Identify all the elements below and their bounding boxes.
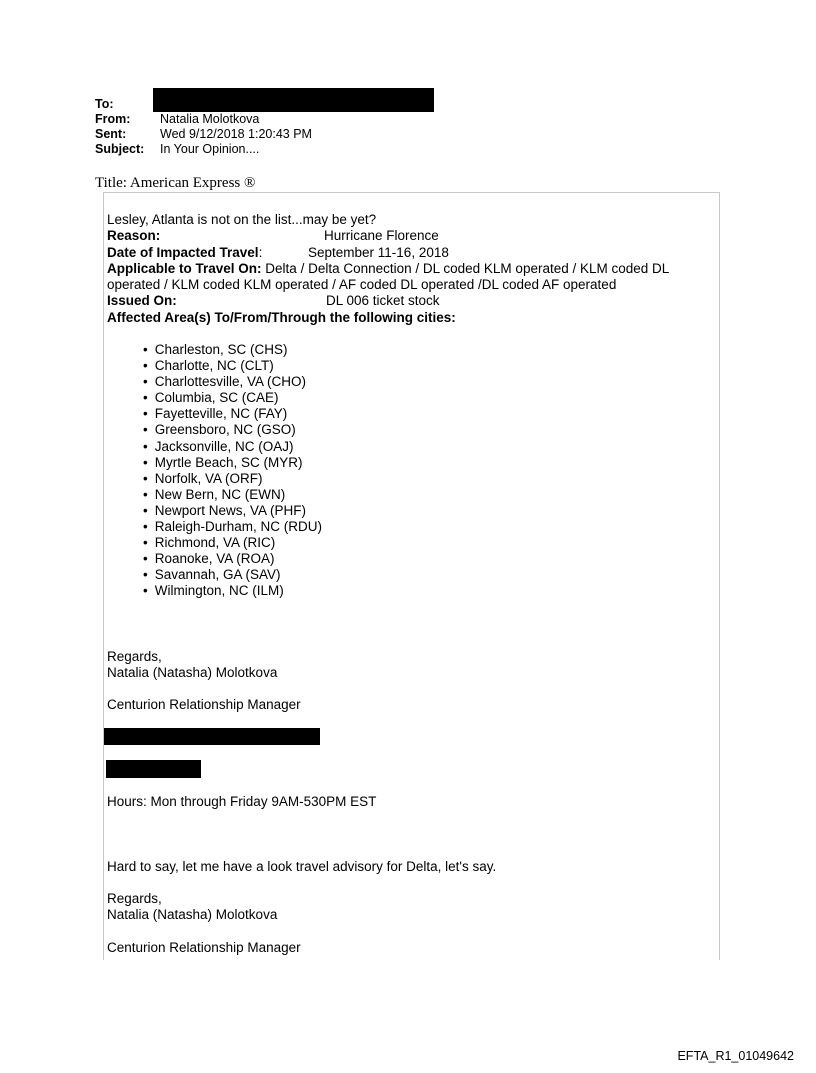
list-item: • Norfolk, VA (ORF) — [143, 471, 322, 487]
signature-block-2 — [107, 891, 277, 924]
list-item: • Roanoke, VA (ROA) — [143, 551, 322, 567]
to-redaction — [153, 88, 434, 112]
list-item: • Wilmington, NC (ILM) — [143, 583, 322, 599]
list-item: • Savannah, GA (SAV) — [143, 567, 322, 583]
list-item: • Newport News, VA (PHF) — [143, 503, 322, 519]
list-item: • Raleigh-Durham, NC (RDU) — [143, 519, 322, 535]
hours-text: Hours: Mon through Friday 9AM-530PM EST — [107, 794, 377, 809]
sent-value: Wed 9/12/2018 1:20:43 PM — [160, 127, 312, 141]
list-item: • Jacksonville, NC (OAJ) — [143, 439, 322, 455]
list-item: • Richmond, VA (RIC) — [143, 535, 322, 551]
list-item: • Columbia, SC (CAE) — [143, 390, 322, 406]
list-item: • Charlotte, NC (CLT) — [143, 358, 322, 374]
intro-line: Lesley, Atlanta is not on the list...may be yet? — [107, 212, 377, 227]
reply-text: Hard to say, let me have a look travel advisory for Delta, let's say. — [107, 859, 497, 874]
applicable-line — [107, 261, 707, 294]
signature-title: Centurion Relationship Manager — [107, 940, 301, 955]
list-item: • Charlottesville, VA (CHO) — [143, 374, 322, 390]
applicable-label: Applicable to Travel On: — [107, 260, 262, 276]
date-colon: : — [258, 244, 263, 260]
message-body — [107, 212, 707, 326]
reason-label: Reason: — [107, 228, 161, 244]
affected-areas-label: Affected Area(s) To/From/Through the following cities: — [107, 309, 456, 325]
list-item: • Greensboro, NC (GSO) — [143, 422, 322, 438]
applicable-value: Delta / Delta Connection / DL coded KLM operated / KLM coded DL operated / KLM coded KLM operated / AF coded DL operated /DL coded AF operated — [107, 260, 669, 293]
list-item: • Myrtle Beach, SC (MYR) — [143, 455, 322, 471]
reason-value: Hurricane Florence — [324, 228, 439, 244]
subject-value: In Your Opinion.... — [160, 142, 260, 156]
regards-text: Regards, — [107, 891, 162, 906]
list-item: • Charleston, SC (CHS) — [143, 342, 322, 358]
phone-redaction — [106, 760, 201, 778]
signature-name: Natalia (Natasha) Molotkova — [107, 665, 278, 681]
list-item: • New Bern, NC (EWN) — [143, 487, 322, 503]
from-value: Natalia Molotkova — [160, 112, 260, 126]
list-item: • Fayetteville, NC (FAY) — [143, 406, 322, 422]
city-list — [143, 342, 322, 600]
sent-label: Sent: — [95, 127, 127, 141]
issued-value: DL 006 ticket stock — [326, 293, 440, 309]
signature-name: Natalia (Natasha) Molotkova — [107, 907, 278, 923]
signature-block — [107, 649, 277, 682]
to-label: To: — [95, 97, 114, 111]
signature-title: Centurion Relationship Manager — [107, 697, 301, 712]
from-label: From: — [95, 112, 131, 126]
document-id: EFTA_R1_01049642 — [677, 1049, 794, 1063]
issued-label: Issued On: — [107, 293, 177, 309]
message-title: Title: American Express ® — [95, 175, 256, 191]
date-label: Date of Impacted Travel — [107, 244, 259, 260]
subject-label: Subject: — [95, 142, 145, 156]
contact-redaction — [104, 728, 320, 745]
regards-text: Regards, — [107, 649, 162, 664]
date-value: September 11-16, 2018 — [308, 244, 449, 260]
